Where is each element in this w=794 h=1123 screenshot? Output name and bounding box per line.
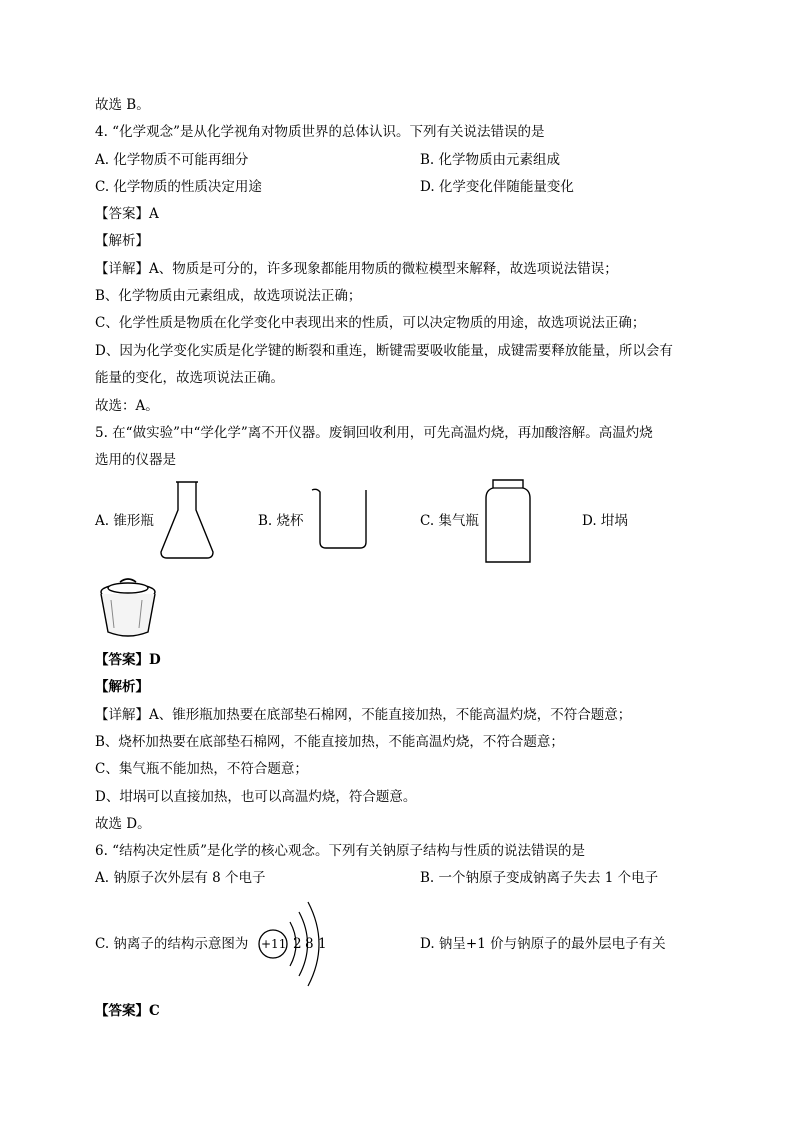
q4-option-c: C. 化学物质的性质决定用途 [95,179,262,195]
q4-analysis-title: 【解析】 [95,233,149,249]
q4-stem: 4. “化学观念”是从化学视角对物质世界的总体认识。下列有关说法错误的是 [95,124,545,140]
q6-answer: 【答案】C [95,1003,160,1019]
q4-option-d: D. 化学变化伴随能量变化 [420,179,574,195]
conclusion-b: 故选 B。 [95,97,150,113]
q5-detail-2: B、烧杯加热要在底部垫石棉网，不能直接加热，不能高温灼烧，不符合题意； [95,734,564,750]
q6-option-c: C. 钠离子的结构示意图为 [95,936,249,952]
sodium-ion-diagram [256,898,336,994]
q4-option-a: A. 化学物质不可能再细分 [95,152,249,168]
q6-option-d: D. 钠呈+1 价与钠原子的最外层电子有关 [420,936,666,952]
crucible-icon [98,574,158,638]
q4-option-b: B. 化学物质由元素组成 [420,152,561,168]
q5-stem-2: 选用的仪器是 [95,452,176,468]
q4-answer: 【答案】A [95,206,159,222]
nucleus-charge: +11 [261,937,287,951]
q4-detail-1: 【详解】A、物质是可分的，许多现象都能用物质的微粒模型来解释，故选项说法错误； [95,261,618,277]
q4-detail-4a: D、因为化学变化实质是化学键的断裂和重连，断键需要吸收能量，成键需要释放能量，所以会有 [95,343,673,359]
beaker-icon [308,486,370,550]
q4-detail-2: B、化学物质由元素组成，故选项说法正确； [95,288,362,304]
q5-stem-1: 5. 在“做实验”中“学化学”离不开仪器。废铜回收利用，可先高温灼烧，再加酸溶解。高温灼烧 [95,425,653,441]
q5-analysis-title: 【解析】 [95,679,149,695]
q5-option-b: B. 烧杯 [258,513,304,529]
q5-option-a: A. 锥形瓶 [95,513,154,529]
q4-detail-3: C、化学性质是物质在化学变化中表现出来的性质，可以决定物质的用途，故选项说法正确； [95,315,646,331]
q5-answer: 【答案】D [95,652,161,668]
q5-detail-3: C、集气瓶不能加热，不符合题意； [95,761,308,777]
shell-count-1: 2 [293,936,302,952]
q5-option-d: D. 坩埚 [582,513,628,529]
q5-detail-1: 【详解】A、锥形瓶加热要在底部垫石棉网，不能直接加热，不能高温灼烧，不符合题意； [95,707,632,723]
q4-conclusion: 故选：A。 [95,398,159,414]
q6-option-a: A. 钠原子次外层有 8 个电子 [95,870,266,886]
q5-option-c: C. 集气瓶 [420,513,479,529]
gas-jar-icon [484,478,532,564]
conical-flask-icon [158,480,216,560]
shell-count-3: 1 [318,936,327,952]
q4-detail-4b: 能量的变化，故选项说法正确。 [95,370,284,386]
q5-conclusion: 故选 D。 [95,816,151,832]
q6-stem: 6. “结构决定性质”是化学的核心观念。下列有关钠原子结构与性质的说法错误的是 [95,843,585,859]
q5-detail-4: D、坩埚可以直接加热，也可以高温灼烧，符合题意。 [95,789,417,805]
shell-count-2: 8 [305,936,314,952]
q6-option-b: B. 一个钠原子变成钠离子失去 1 个电子 [420,870,659,886]
